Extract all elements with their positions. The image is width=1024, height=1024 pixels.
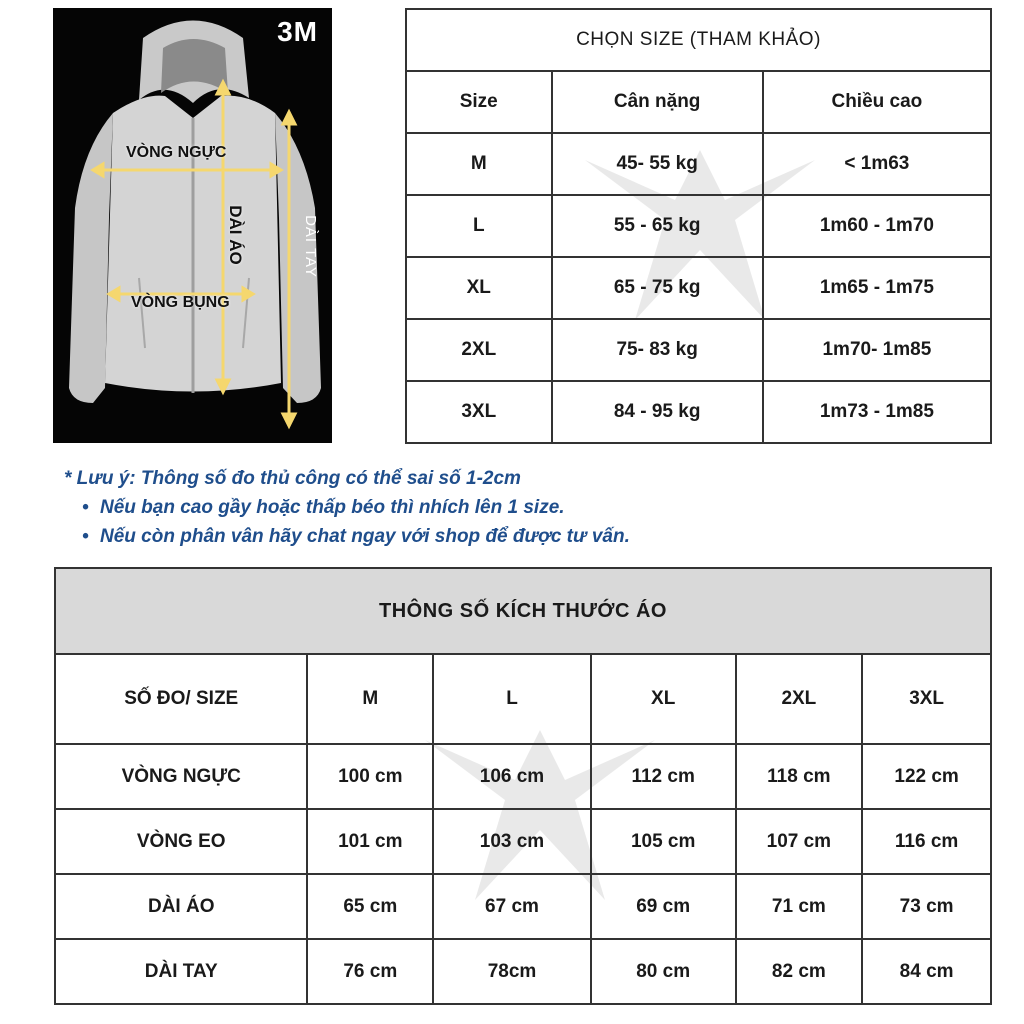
header-weight: Cân nặng: [552, 71, 763, 133]
size-cell: 2XL: [406, 319, 552, 381]
header-3xl: 3XL: [862, 654, 991, 744]
value-cell: 106 cm: [433, 744, 591, 809]
header-height: Chiều cao: [763, 71, 991, 133]
size-cell: XL: [406, 257, 552, 319]
header-m: M: [307, 654, 433, 744]
height-cell: 1m65 - 1m75: [763, 257, 991, 319]
header-size: Size: [406, 71, 552, 133]
value-cell: 107 cm: [736, 809, 863, 874]
measure-name: VÒNG NGỰC: [55, 744, 307, 809]
size-cell: 3XL: [406, 381, 552, 443]
value-cell: 76 cm: [307, 939, 433, 1004]
height-cell: 1m73 - 1m85: [763, 381, 991, 443]
value-cell: 78cm: [433, 939, 591, 1004]
weight-cell: 45- 55 kg: [552, 133, 763, 195]
value-cell: 105 cm: [591, 809, 736, 874]
jacket-illustration: [53, 8, 332, 443]
waist-label: VÒNG BỤNG: [131, 294, 230, 311]
size-chart-header-row: [406, 71, 991, 133]
table-row: [55, 939, 991, 1004]
note-bullet: • Nếu còn phân vân hãy chat ngay với shop để được tư vấn.: [100, 522, 630, 551]
table-row: [406, 133, 991, 195]
header-xl: XL: [591, 654, 736, 744]
height-cell: < 1m63: [763, 133, 991, 195]
table-row: [406, 195, 991, 257]
note-main: * Lưu ý: Thông số đo thủ công có thể sai số 1-2cm: [64, 468, 521, 489]
header-measure: SỐ ĐO/ SIZE: [55, 654, 307, 744]
value-cell: 101 cm: [307, 809, 433, 874]
size-chart-table: [405, 8, 992, 444]
size-cell: L: [406, 195, 552, 257]
length-label: DÀI ÁO: [225, 205, 245, 265]
table-row: [55, 744, 991, 809]
value-cell: 122 cm: [862, 744, 991, 809]
height-cell: 1m60 - 1m70: [763, 195, 991, 257]
value-cell: 103 cm: [433, 809, 591, 874]
note-bullets: [64, 493, 630, 551]
weight-cell: 75- 83 kg: [552, 319, 763, 381]
brand-logo: 3M: [277, 16, 318, 47]
table-row: [55, 874, 991, 939]
value-cell: 116 cm: [862, 809, 991, 874]
value-cell: 82 cm: [736, 939, 863, 1004]
weight-cell: 55 - 65 kg: [552, 195, 763, 257]
header-2xl: 2XL: [736, 654, 863, 744]
value-cell: 100 cm: [307, 744, 433, 809]
value-cell: 84 cm: [862, 939, 991, 1004]
measure-name: DÀI ÁO: [55, 874, 307, 939]
header-l: L: [433, 654, 591, 744]
value-cell: 118 cm: [736, 744, 863, 809]
measure-name: DÀI TAY: [55, 939, 307, 1004]
value-cell: 80 cm: [591, 939, 736, 1004]
value-cell: 112 cm: [591, 744, 736, 809]
spec-chart-title: THÔNG SỐ KÍCH THƯỚC ÁO: [55, 568, 991, 654]
chest-label: VÒNG NGỰC: [126, 144, 227, 161]
value-cell: 65 cm: [307, 874, 433, 939]
weight-cell: 84 - 95 kg: [552, 381, 763, 443]
weight-cell: 65 - 75 kg: [552, 257, 763, 319]
sleeve-label: DÀI TAY: [301, 215, 319, 278]
table-row: [406, 319, 991, 381]
value-cell: 69 cm: [591, 874, 736, 939]
spec-chart-table: [54, 567, 992, 1005]
value-cell: 67 cm: [433, 874, 591, 939]
spec-header-row: [55, 654, 991, 744]
table-row: [406, 257, 991, 319]
jacket-photo: [53, 8, 332, 443]
value-cell: 71 cm: [736, 874, 863, 939]
value-cell: 73 cm: [862, 874, 991, 939]
note-block: [64, 464, 630, 551]
size-chart-title: CHỌN SIZE (THAM KHẢO): [406, 9, 991, 71]
height-cell: 1m70- 1m85: [763, 319, 991, 381]
table-row: [406, 381, 991, 443]
note-bullet: • Nếu bạn cao gầy hoặc thấp béo thì nhích lên 1 size.: [100, 493, 630, 522]
measure-name: VÒNG EO: [55, 809, 307, 874]
size-cell: M: [406, 133, 552, 195]
table-row: [55, 809, 991, 874]
